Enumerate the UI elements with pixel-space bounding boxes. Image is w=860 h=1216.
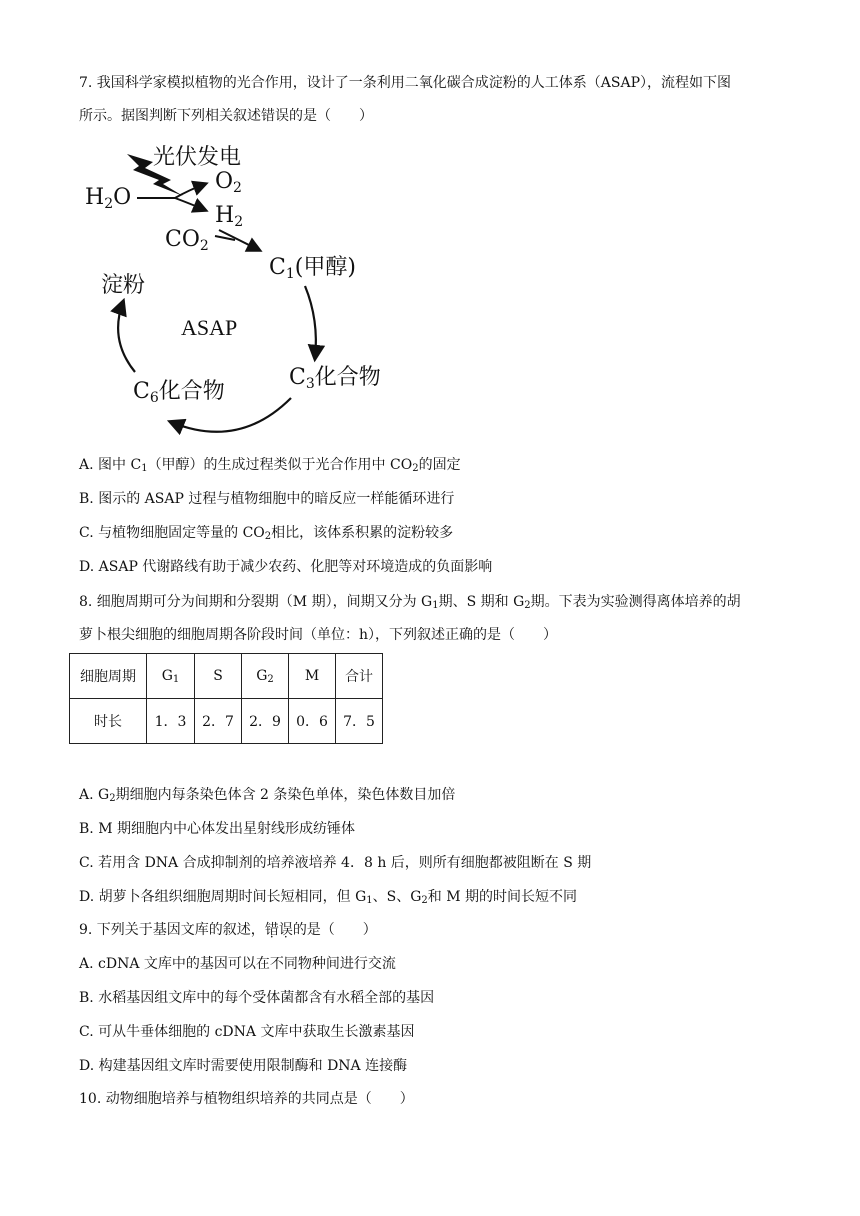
c3-label: $C_3$化合物 [289, 365, 381, 392]
q9-option-b: B. 水稻基因组文库中的每个受体菌都含有水稻全部的基因 [79, 990, 435, 1006]
co2-label: $CO_2$ [165, 227, 209, 254]
q9-stem: 9. 下列关于基因文库的叙述，错误的是（ ） [79, 922, 377, 938]
table-header-cell: $G_2$ [242, 654, 289, 699]
asap-center-label: ASAP [181, 315, 238, 340]
emphasis-char: 错 [264, 922, 279, 938]
q8-option-c: C. 若用含 DNA 合成抑制剂的培养液培养 4．8 h 后，则所有细胞都被阻断在 S 期 [79, 855, 592, 871]
table-header-cell: 细胞周期 [70, 654, 147, 699]
q7-option-d: D. ASAP 代谢路线有助于减少农药、化肥等对环境造成的负面影响 [79, 559, 493, 575]
table-cell: 1．3 [147, 699, 195, 744]
starch-label: 淀粉 [101, 273, 146, 298]
q9-option-d: D. 构建基因组文库时需要使用限制酶和 DNA 连接酶 [79, 1058, 408, 1074]
q7-stem-line1: 7. 我国科学家模拟植物的光合作用，设计了一条利用二氧化碳合成淀粉的人工体系（ASAP），流程如下图 [79, 75, 732, 91]
q8-stem-line2: 萝卜根尖细胞的细胞周期各阶段时间（单位：h），下列叙述正确的是（ ） [79, 627, 558, 643]
q9-option-a: A. cDNA 文库中的基因可以在不同物种间进行交流 [79, 956, 396, 972]
asap-flow-diagram [79, 140, 409, 440]
q7-stem-line2: 所示。据图判断下列相关叙述错误的是（ ） [79, 108, 373, 124]
water-label: $H_2O$ [85, 185, 132, 212]
q8-option-b: B. M 期细胞内中心体发出星射线形成纺锤体 [79, 821, 355, 837]
q8-option-a: A. $G_2$期细胞内每条染色体含 2 条染色单体，染色体数目加倍 [79, 787, 456, 804]
c6-label: $C_6$化合物 [133, 379, 225, 406]
emphasis-char: 误 [278, 922, 293, 938]
table-header-cell: S [195, 654, 242, 699]
table-cell: 2．7 [195, 699, 242, 744]
q7-option-a: A. 图中 $C_1$（甲醇）的生成过程类似于光合作用中 $CO_2$的固定 [79, 457, 461, 474]
table-cell: 0．6 [289, 699, 336, 744]
q9-option-c: C. 可从牛垂体细胞的 cDNA 文库中获取生长激素基因 [79, 1024, 415, 1040]
q7-option-c: C. 与植物细胞固定等量的 $CO_2$相比，该体系积累的淀粉较多 [79, 525, 454, 542]
cell-cycle-table [69, 653, 383, 744]
table-row [70, 699, 383, 744]
table-cell: 7．5 [336, 699, 383, 744]
table-header-row [70, 654, 383, 699]
table-cell: 2．9 [242, 699, 289, 744]
q8-stem-line1: 8. 细胞周期可分为间期和分裂期（M 期），间期又分为 $G_1$期、S 期和 $G_2$期。下表为实验测得离体培养的胡 [79, 594, 741, 611]
q10-stem: 10. 动物细胞培养与植物组织培养的共同点是（ ） [79, 1091, 414, 1107]
table-header-cell: 合计 [336, 654, 383, 699]
q7-option-b: B. 图示的 ASAP 过程与植物细胞中的暗反应一样能循环进行 [79, 491, 455, 507]
q8-option-d: D. 胡萝卜各组织细胞周期时间长短相同，但 $G_1$、S、$G_2$和 M 期的时间长短不同 [79, 889, 578, 906]
table-header-cell: M [289, 654, 336, 699]
table-header-cell: $G_1$ [147, 654, 195, 699]
table-cell: 时长 [70, 699, 147, 744]
hydrogen-label: $H_2$ [215, 203, 244, 230]
oxygen-label: $O_2$ [215, 169, 242, 196]
c1-label: $C_1$(甲醇) [269, 255, 356, 282]
power-label: 光伏发电 [153, 145, 242, 170]
